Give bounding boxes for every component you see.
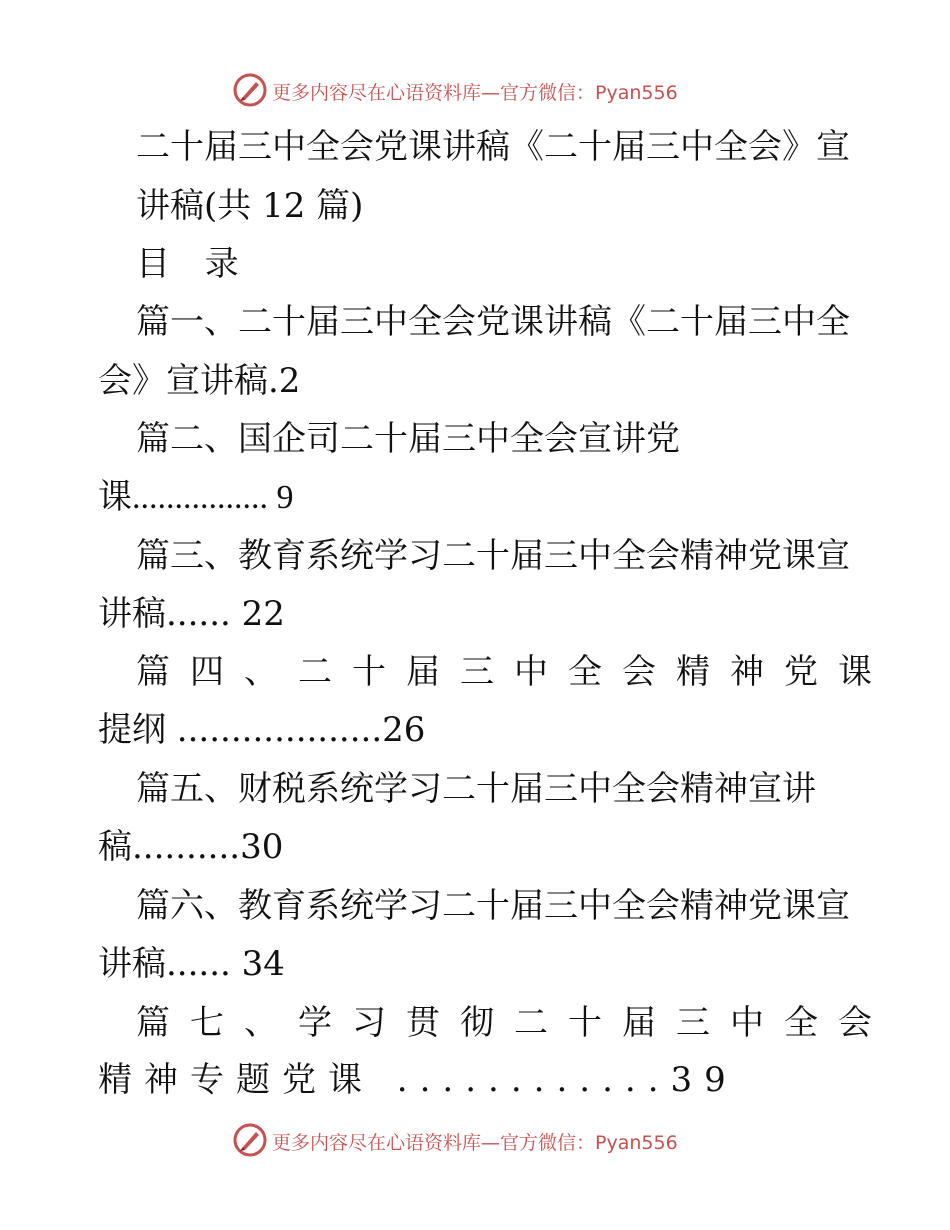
toc-item-5-line-1: 篇五、财税系统学习二十届三中全会精神宣讲 xyxy=(136,769,816,809)
toc-item-2-line-1: 篇二、国企司二十届三中全会宣讲党 xyxy=(136,419,680,459)
header-banner xyxy=(0,70,950,110)
footer-banner xyxy=(0,1120,950,1160)
banner-text: 更多内容尽在心语资料库—官方微信：Pyan556 xyxy=(272,1132,678,1154)
toc-item-4-line-1: 篇四、二十届三中全会精神党课 xyxy=(136,652,892,692)
toc-heading: 目 录 xyxy=(136,244,251,284)
toc-item-3-line-1: 篇三、教育系统学习二十届三中全会精神党课宣 xyxy=(136,536,850,576)
toc-item-7-line-2: 精神专题党课 ............39 xyxy=(98,1060,738,1100)
banner-text: 更多内容尽在心语资料库—官方微信：Pyan556 xyxy=(272,82,678,104)
toc-item-6-line-1: 篇六、教育系统学习二十届三中全会精神党课宣 xyxy=(136,886,850,926)
pen-seal-icon xyxy=(232,72,268,108)
toc-item-5-line-2: 稿..........30 xyxy=(98,827,284,867)
toc-item-1-line-1: 篇一、二十届三中全会党课讲稿《二十届三中全 xyxy=(136,302,850,342)
toc-item-6-line-2: 讲稿...... 34 xyxy=(98,944,285,984)
pen-seal-icon xyxy=(232,1122,268,1158)
toc-item-2-line-2: 课................ 9 xyxy=(98,479,294,516)
document-title-line-2: 讲稿(共 12 篇) xyxy=(136,186,364,226)
document-title-line-1: 二十届三中全会党课讲稿《二十届三中全会》宣 xyxy=(136,127,850,167)
toc-item-1-line-2: 会》宣讲稿.2 xyxy=(98,361,301,401)
toc-item-3-line-2: 讲稿...... 22 xyxy=(98,594,285,634)
toc-item-7-line-1: 篇七、学习贯彻二十届三中全会 xyxy=(136,1003,892,1043)
toc-item-4-line-2: 提纲 ...................26 xyxy=(98,710,426,750)
